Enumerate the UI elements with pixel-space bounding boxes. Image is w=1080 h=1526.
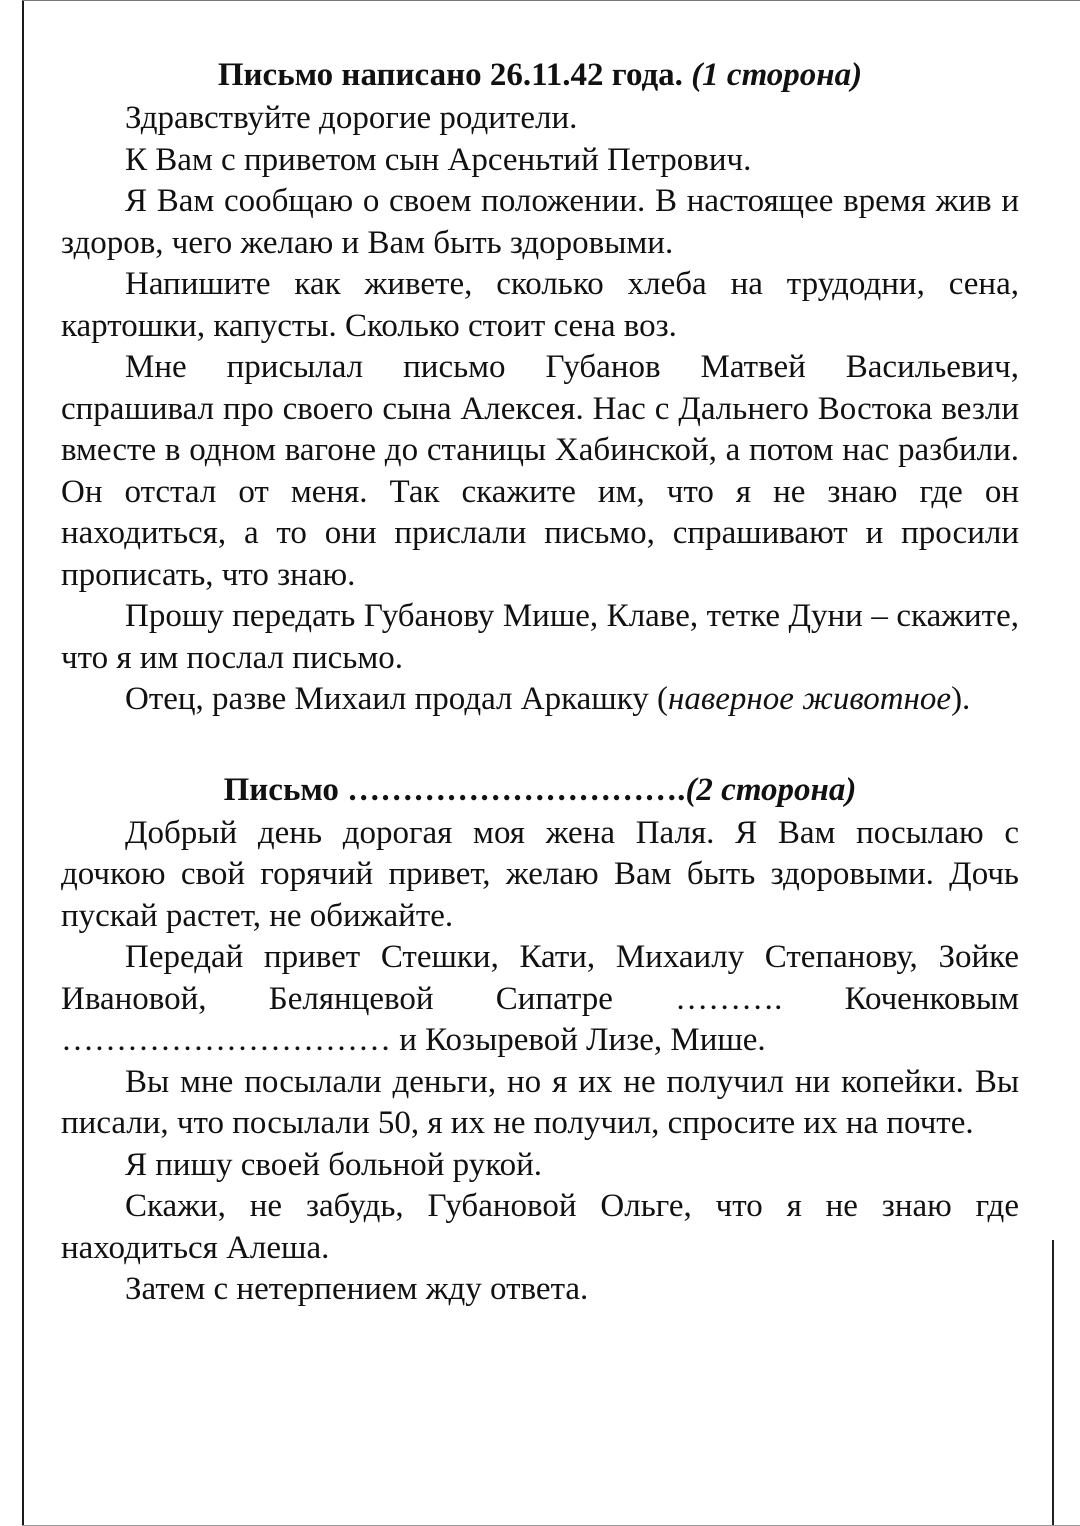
letter-1-heading	[61, 52, 1019, 98]
letter-2-title: Письмо ………………………….	[223, 771, 686, 808]
scan-border-right	[1052, 1240, 1054, 1526]
letter-1-side: (1 сторона)	[691, 57, 863, 93]
letter-1-paragraph: Прошу передать Губанову Мише, Клаве, тетке Дуни – скажите, что я им послал письмо.	[61, 598, 1019, 676]
letter-2-paragraph: Скажи, не забудь, Губановой Ольге, что я не знаю где находиться Алеша.	[61, 1188, 1019, 1266]
letter-1-last-paragraph	[61, 679, 1019, 721]
scan-border-left	[22, 0, 24, 1526]
letter-2-paragraph: Я пишу своей больной рукой.	[125, 1146, 542, 1183]
letter-1-paragraph: Напишите как живете, сколько хлеба на трудодни, сена, картошки, капусты. Сколько стоит сена воз.	[61, 266, 1019, 344]
letter-1-paragraph: Я Вам сообщаю о своем положении. В настоящее время жив и здоров, чего желаю и Вам быть здоровыми.	[61, 183, 1019, 261]
letter-2-side: (2 сторона)	[685, 771, 857, 808]
letter-1-paragraph: Здравствуйте дорогие родители.	[125, 100, 578, 136]
letter-2-paragraph: Добрый день дорогая моя жена Паля. Я Вам посылаю с дочкою свой горячий привет, желаю Вам быть здоровыми. Дочь пускай растет, не обижайте.	[61, 814, 1019, 934]
last-paragraph-end: ).	[951, 681, 971, 717]
last-paragraph-text: Отец, разве Михаил продал Аркашку (	[125, 681, 669, 717]
letter-2-heading	[61, 767, 1019, 813]
document-page	[61, 52, 1019, 1311]
letter-1-paragraph: Мне присылал письмо Губанов Матвей Васильевич, спрашивал про своего сына Алексея. Нас с Дальнего Востока везли вместе в одном вагоне до станицы Хабинской, а потом нас разбили. Он отстал от меня. Так скажите им, что я не знаю где он находиться, а то они прислали письмо, спрашивают и просили прописать, что знаю.	[61, 349, 1019, 593]
letter-2-paragraph: Вы мне посылали деньги, но я их не получил ни копейки. Вы писали, что посылали 50, я их не получил, спросите их на почте.	[61, 1063, 1019, 1141]
letter-1-paragraph: К Вам с приветом сын Арсеньтий Петрович.	[125, 141, 752, 178]
letter-2-paragraph: Передай привет Стешки, Кати, Михаилу Степанову, Зойке Ивановой, Белянцевой Сипатре ………. Коченковым ………………………… и Козыревой Лизе, Мише.	[61, 939, 1019, 1058]
letter-2-paragraph: Затем с нетерпением жду ответа.	[125, 1271, 589, 1307]
editor-note: наверное животное	[668, 681, 952, 717]
letter-1	[61, 52, 1019, 721]
letter-2	[61, 767, 1019, 1311]
scan-border-top	[22, 0, 1080, 1]
letter-1-title: Письмо написано 26.11.42 года.	[217, 57, 683, 93]
